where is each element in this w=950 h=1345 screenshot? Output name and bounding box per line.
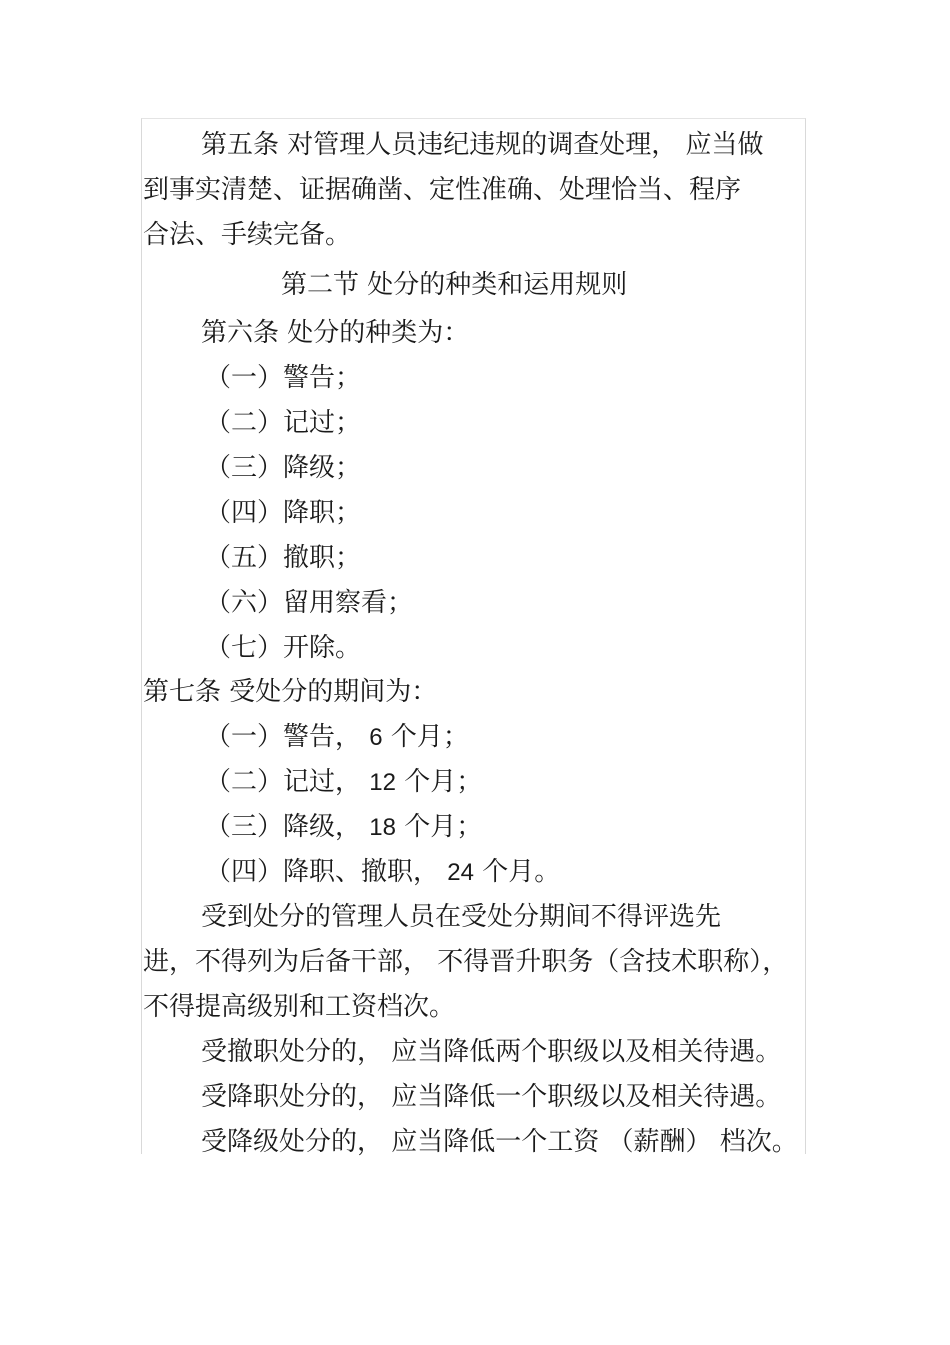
article6-heading: 第六条 处分的种类为： (201, 318, 470, 348)
article5-line3: 合法、手续完备。 (143, 220, 352, 250)
article7-para4: 受降级处分的， 应当降低一个工资 （薪酬） 档次。 (201, 1127, 798, 1157)
article7-para1-line2: 进，不得列为后备干部， 不得晋升职务（含技术职称）， (143, 947, 789, 977)
article7-para1-line3: 不得提高级别和工资档次。 (143, 992, 456, 1022)
article7-para3: 受降职处分的， 应当降低一个职级以及相关待遇。 (201, 1082, 782, 1112)
item-prefix: （二）记过， (205, 767, 370, 797)
article7-item (205, 812, 482, 843)
section-title: 第二节 处分的种类和运用规则 (281, 270, 628, 300)
article6-item: （一）警告； (205, 363, 362, 393)
article6-item: （三）降级； (205, 453, 362, 483)
article7-para2: 受撤职处分的， 应当降低两个职级以及相关待遇。 (201, 1037, 782, 1067)
item-suffix: 个月； (395, 767, 483, 797)
item-months: 6 (369, 724, 383, 751)
item-suffix: 个月； (382, 722, 469, 752)
article6-item: （四）降职； (205, 498, 362, 528)
item-months: 12 (369, 769, 396, 796)
article5-line1: 第五条 对管理人员违纪违规的调查处理， 应当做 (201, 130, 764, 160)
article5-line2: 到事实清楚、证据确凿、定性准确、处理恰当、程序 (143, 175, 742, 205)
item-suffix: 个月。 (473, 857, 561, 887)
article7-heading: 第七条 受处分的期间为： (143, 677, 438, 707)
article7-para1-line1: 受到处分的管理人员在受处分期间不得评选先 (201, 902, 722, 932)
item-prefix: （四）降职、撤职， (205, 857, 448, 887)
article6-item: （五）撤职； (205, 543, 362, 573)
item-suffix: 个月； (395, 812, 483, 842)
article7-item (205, 767, 482, 798)
item-prefix: （三）降级， (205, 812, 370, 842)
article6-item: （二）记过； (205, 408, 362, 438)
article6-item: （六）留用察看； (205, 588, 414, 618)
item-months: 18 (369, 814, 396, 841)
item-months: 24 (447, 859, 474, 886)
article7-item (205, 722, 469, 753)
item-prefix: （一）警告， (205, 722, 370, 752)
article6-item: （七）开除。 (205, 633, 362, 663)
article7-item (205, 857, 560, 888)
